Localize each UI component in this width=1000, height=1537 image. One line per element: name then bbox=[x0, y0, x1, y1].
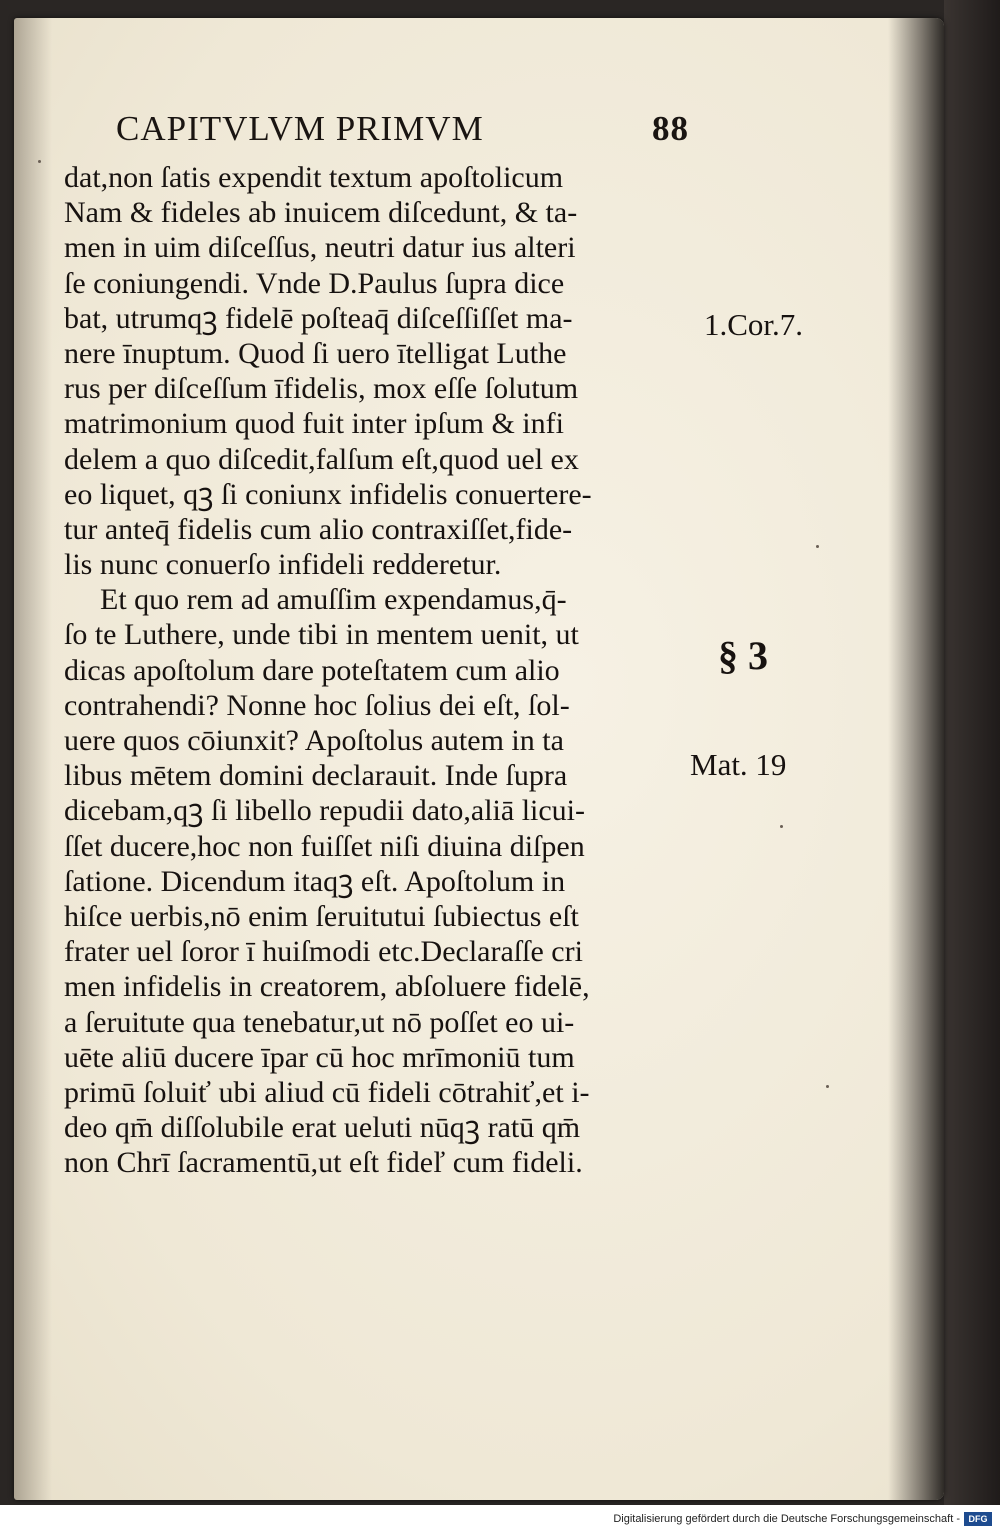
text-line: men infidelis in creatorem, abſoluere fidelē, bbox=[64, 970, 590, 1004]
text-line: tur anteq̄ fidelis cum alio contraxiſſet,fide- bbox=[64, 512, 573, 546]
text-line: Et quo rem ad amuſſim expendamus,q̄- bbox=[100, 583, 567, 617]
text-line: matrimonium quod fuit inter ipſum & infi bbox=[64, 407, 564, 441]
text-line: uere quos cōiunxit? Apoſtolus autem in ta bbox=[64, 724, 564, 757]
text-line: ſatione. Dicendum itaqꝫ eſt. Apoſtolum in bbox=[64, 864, 566, 898]
ink-speck bbox=[780, 825, 783, 828]
text-line: delem a quo diſcedit,falſum eſt,quod uel ex bbox=[64, 442, 579, 476]
gutter-shadow bbox=[14, 18, 52, 1500]
text-line: frater uel ſoror ī huiſmodi etc.Declaraſſe cri bbox=[64, 935, 583, 969]
folio-number: 88 bbox=[652, 109, 689, 148]
text-line: lis nunc conuerſo infideli redderetur. bbox=[64, 548, 502, 582]
footer-bar bbox=[0, 1505, 1000, 1537]
text-line: hiſce uerbis,nō enim ſeruitutui ſubiectus eſt bbox=[64, 899, 579, 933]
text-line: men in uim diſceſſus, neutri datur ius alteri bbox=[64, 231, 576, 265]
marginal-note-cor: 1.Cor.7. bbox=[704, 307, 804, 342]
text-line: primū ſoluiť ubi aliud cū fideli cōtrahiť,et i- bbox=[64, 1075, 590, 1109]
text-line: a ſeruitute qua tenebatur,ut nō poſſet eo ui- bbox=[64, 1005, 575, 1039]
text-line: dat,non ſatis expendit textum apoſtolicum bbox=[64, 161, 564, 194]
main-text-block bbox=[64, 160, 694, 1180]
ink-speck bbox=[816, 545, 819, 548]
chapter-heading: CAPITVLVM PRIMVM bbox=[116, 109, 484, 148]
text-line: dicebam,qꝫ ſi libello repudii dato,aliā licui- bbox=[64, 794, 586, 828]
text-line: Nam & fideles ab inuicem diſcedunt, & ta- bbox=[64, 196, 578, 230]
text-line: libus mētem domini declarauit. Inde ſupra bbox=[64, 759, 568, 793]
text-line: nere īnuptum. Quod ſi uero ītelligat Luthe bbox=[64, 336, 567, 370]
funding-credit: Digitalisierung gefördert durch die Deutsche Forschungsgemeinschaft - bbox=[613, 1513, 960, 1525]
dfg-logo: DFG bbox=[964, 1512, 992, 1526]
text-line: eo liquet, qꝫ ſi coniunx infidelis conuertere- bbox=[64, 477, 592, 511]
text-line: rus per diſceſſum īfidelis, mox eſſe ſolutum bbox=[64, 372, 579, 406]
running-header bbox=[116, 109, 696, 159]
text-line: bat, utrumqꝫ fidelē poſteaq̄ diſceſſiſſet ma- bbox=[64, 301, 573, 335]
page-edge-shadow bbox=[888, 18, 944, 1500]
text-line: ſe coniungendi. Vnde D.Paulus ſupra dice bbox=[64, 266, 565, 300]
text-line: contrahendi? Nonne hoc ſolius dei eſt, ſol- bbox=[64, 688, 570, 722]
marginal-note-mat: Mat. 19 bbox=[690, 747, 787, 782]
text-line: deo qm̄ diſſolubile erat ueluti nūqꝫ ratū qm̄ bbox=[64, 1111, 581, 1145]
ink-speck bbox=[38, 160, 41, 163]
marginal-section-mark: § 3 bbox=[718, 633, 768, 678]
text-line: ſſet ducere,hoc non fuiſſet niſi diuina diſpen bbox=[64, 829, 585, 863]
text-line: dicas apoſtolum dare poteſtatem cum alio bbox=[64, 653, 560, 687]
ink-speck bbox=[826, 1085, 829, 1088]
text-line: non Chrī ſacramentū,ut eſt fideľ cum fideli. bbox=[64, 1146, 583, 1180]
text-line: uēte aliū ducere īpar cū hoc mrīmoniū tum bbox=[64, 1040, 575, 1074]
book-edge bbox=[944, 0, 1000, 1505]
text-line: ſo te Luthere, unde tibi in mentem uenit, ut bbox=[64, 618, 579, 652]
